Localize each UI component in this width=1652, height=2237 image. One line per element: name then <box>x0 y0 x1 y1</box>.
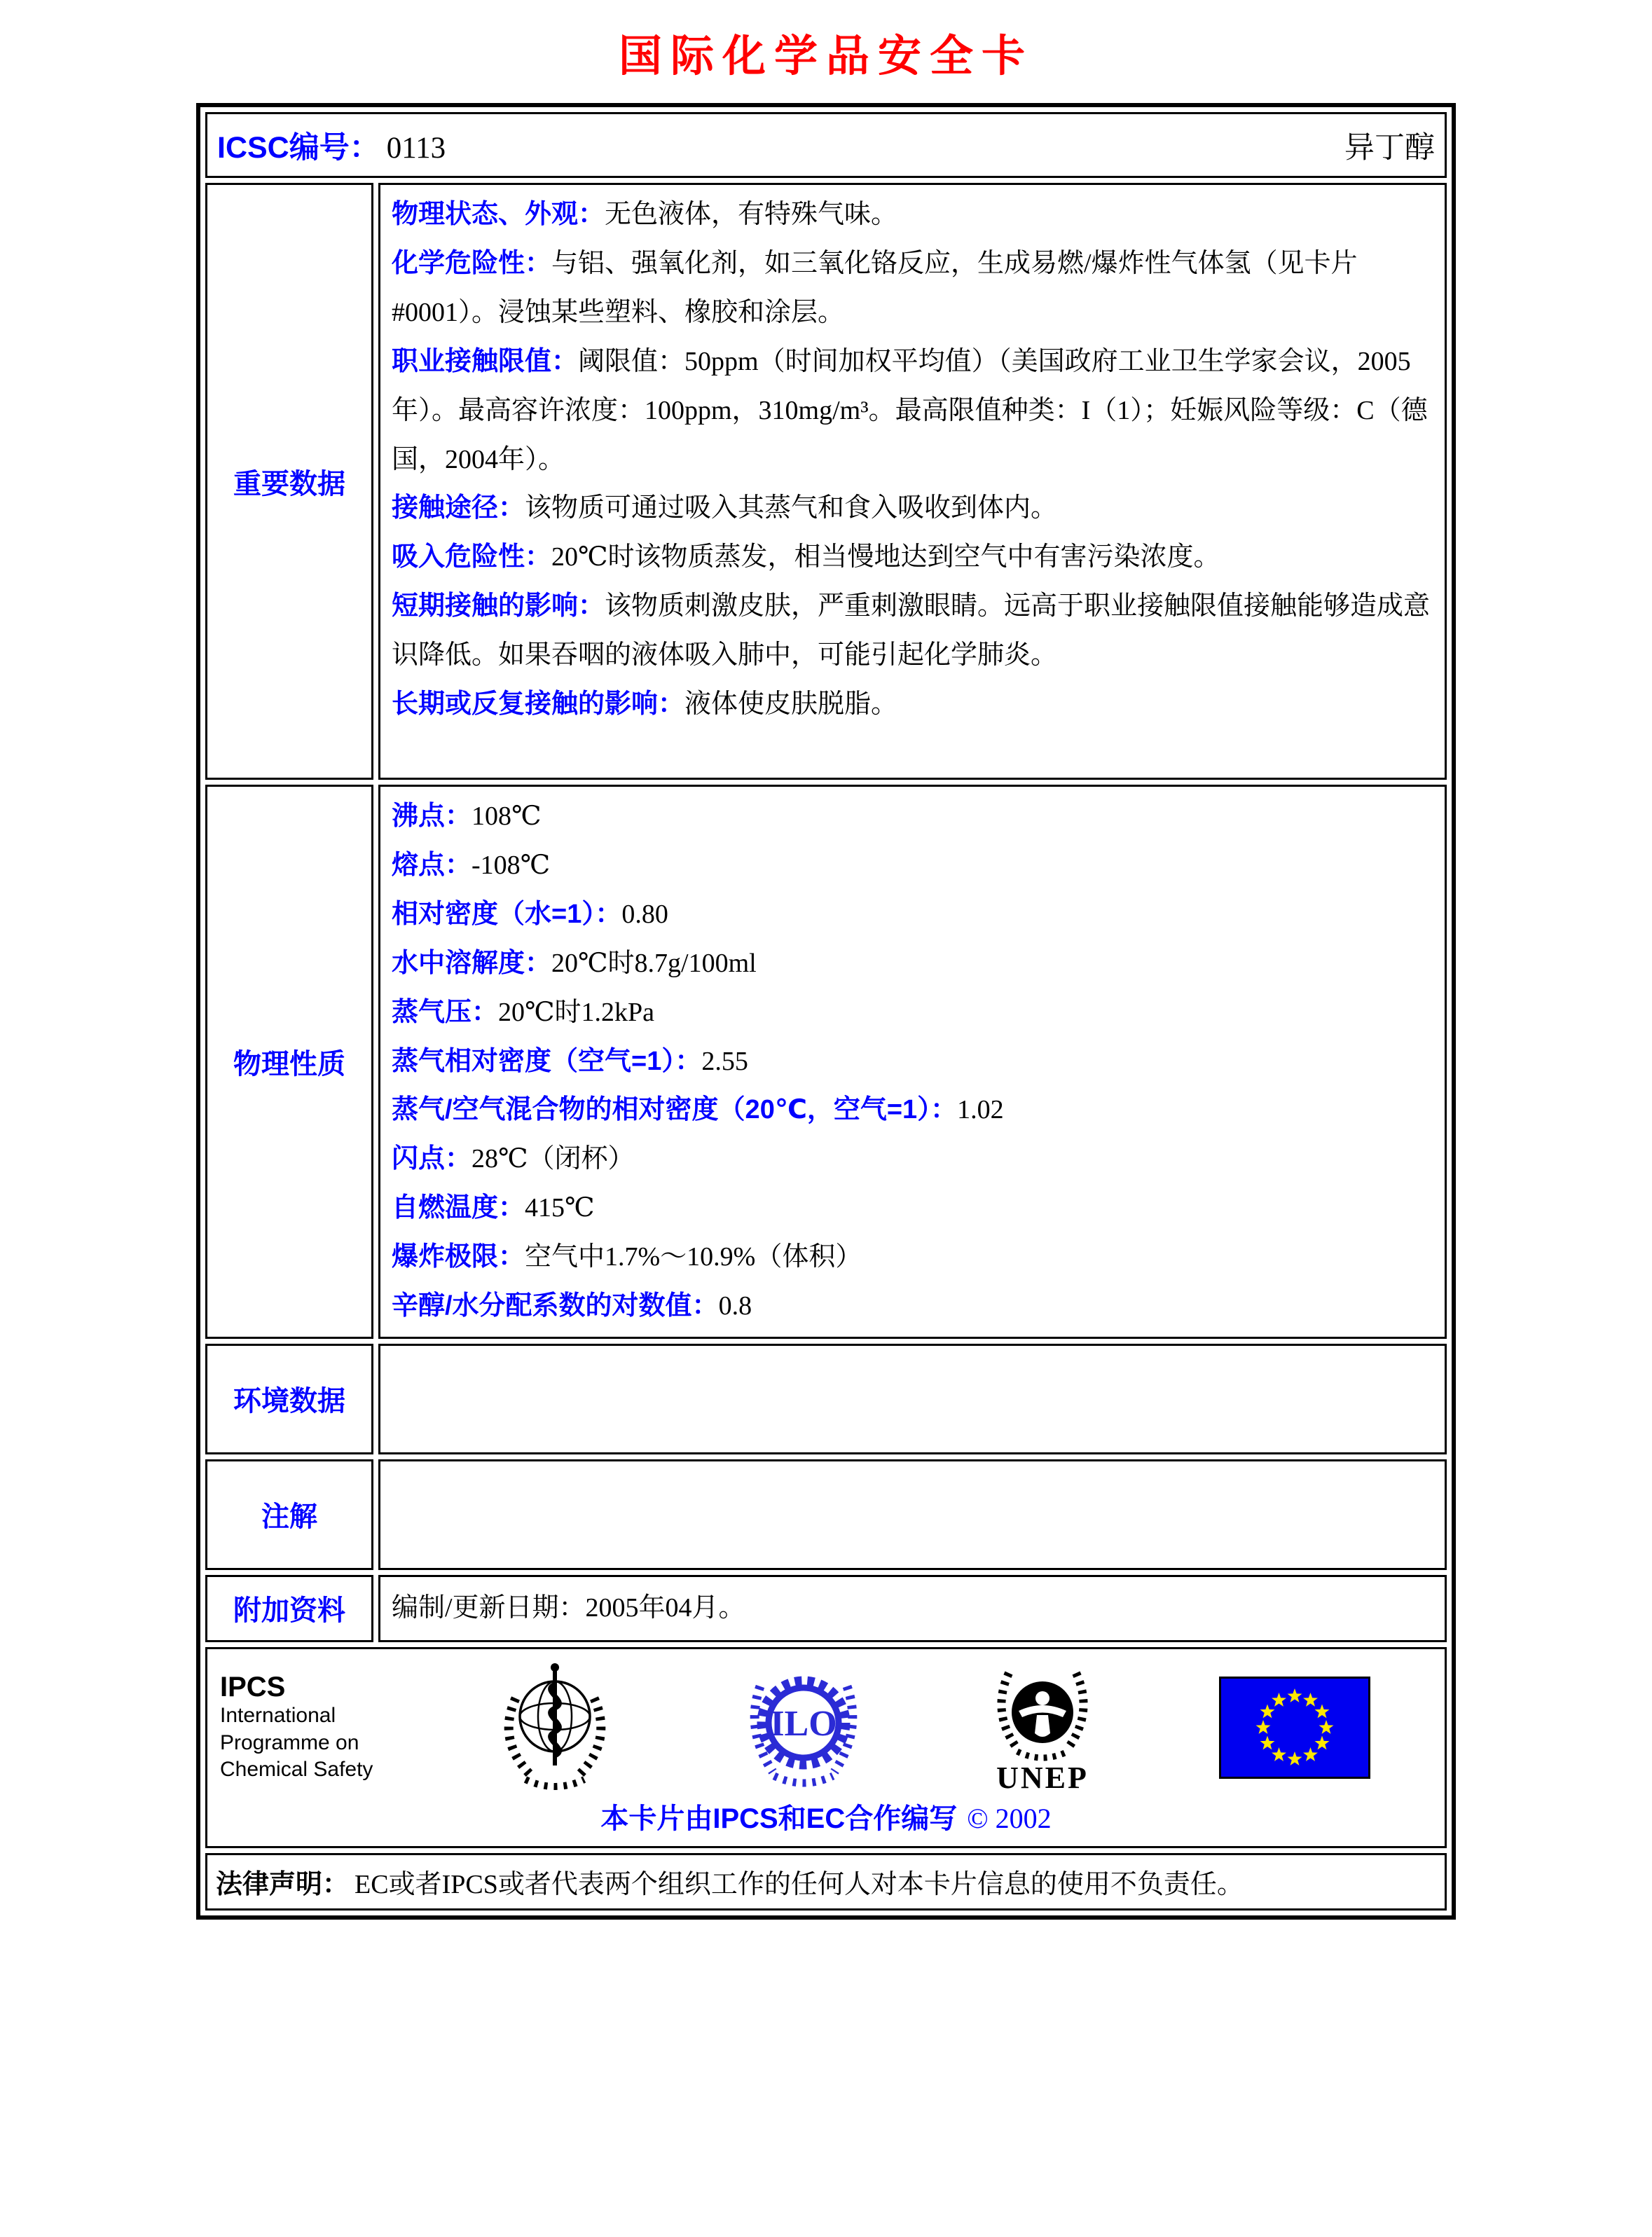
property-value: 0.80 <box>621 899 668 929</box>
important-item <box>392 191 1433 240</box>
logos-cell <box>205 1647 1447 1848</box>
important-item <box>392 240 1433 338</box>
important-item-text: 该物质可通过吸入其蒸气和食入吸收到体内。 <box>525 493 1058 523</box>
property-value: -108℃ <box>471 850 551 880</box>
credit-line <box>220 1796 1432 1839</box>
important-item-text: 无色液体，有特殊气味。 <box>605 200 898 229</box>
eu-flag-icon <box>1219 1677 1370 1779</box>
unep-logo-icon <box>989 1662 1096 1767</box>
notes-row <box>205 1459 1447 1570</box>
svg-text:ILO: ILO <box>770 1703 837 1744</box>
important-item-label: 职业接触限值： <box>392 346 579 376</box>
ipcs-block <box>220 1672 430 1783</box>
property-row <box>392 1135 1433 1184</box>
section-content-physical <box>378 785 1447 1339</box>
property-row <box>392 1038 1433 1087</box>
page-title: 国际化学品安全卡 <box>618 33 1033 81</box>
header-cell <box>205 112 1447 178</box>
legal-cell <box>205 1853 1447 1911</box>
property-row <box>392 841 1433 890</box>
property-value: 108℃ <box>471 801 542 831</box>
important-item-label: 长期或反复接触的影响： <box>392 689 685 720</box>
section-content-important <box>378 183 1447 780</box>
property-row <box>392 1086 1433 1135</box>
important-item <box>392 582 1433 680</box>
unep-label: UNEP <box>996 1760 1089 1795</box>
property-value: 28℃（闭杯） <box>471 1144 635 1174</box>
property-row <box>392 1233 1433 1282</box>
section-label-important <box>205 183 373 780</box>
property-value: 0.8 <box>718 1291 752 1321</box>
important-item-label: 接触途径： <box>392 493 525 523</box>
credit-text: 本卡片由IPCS和EC合作编写 <box>600 1803 958 1834</box>
update-date-text: 编制/更新日期：2005年04月。 <box>392 1593 745 1623</box>
icsc-number-group <box>217 124 446 167</box>
important-item-label: 短期接触的影响： <box>392 591 605 621</box>
ipcs-subtitle-line: International <box>220 1704 336 1728</box>
property-row <box>392 792 1433 841</box>
property-label: 沸点： <box>392 801 472 831</box>
credit-year: © 2002 <box>967 1802 1052 1834</box>
property-label: 蒸气压： <box>392 997 499 1027</box>
chemical-name: 异丁醇 <box>1344 131 1435 165</box>
property-row <box>392 1282 1433 1331</box>
legal-text: EC或者IPCS或者代表两个组织工作的任何人对本卡片信息的使用不负责任。 <box>355 1870 1244 1900</box>
legal-row <box>205 1853 1447 1911</box>
section-content-notes <box>378 1459 1447 1570</box>
property-value: 20℃时1.2kPa <box>498 997 655 1027</box>
unep-block <box>989 1662 1096 1794</box>
important-item-label: 物理状态、外观： <box>392 200 605 229</box>
important-item-label: 吸入危险性： <box>392 542 552 572</box>
important-item <box>392 533 1433 582</box>
property-label: 熔点： <box>392 850 472 880</box>
ipcs-subtitle-line: Chemical Safety <box>220 1758 373 1782</box>
important-data-row <box>205 183 1447 780</box>
property-value: 20℃时8.7g/100ml <box>551 948 757 978</box>
property-row <box>392 939 1433 989</box>
section-label-environment-text: 环境数据 <box>233 1386 345 1417</box>
section-content-environment <box>378 1344 1447 1454</box>
important-item <box>392 338 1433 485</box>
property-label: 相对密度（水=1）： <box>392 899 622 929</box>
ipcs-title: IPCS <box>220 1672 286 1703</box>
important-item <box>392 680 1433 729</box>
property-value: 2.55 <box>701 1046 748 1076</box>
important-item-label: 化学危险性： <box>392 248 552 278</box>
property-value: 空气中1.7%～10.9%（体积） <box>525 1242 862 1272</box>
property-row <box>392 1184 1433 1233</box>
property-label: 水中溶解度： <box>392 948 552 978</box>
section-label-physical <box>205 785 373 1339</box>
logo-group <box>430 1659 1432 1796</box>
important-item-text: 20℃时该物质蒸发，相当慢地达到空气中有害污染浓度。 <box>551 542 1220 572</box>
property-label: 闪点： <box>392 1144 472 1174</box>
property-row <box>392 989 1433 1038</box>
additional-info-row <box>205 1575 1447 1642</box>
important-item-text: 液体使皮肤脱脂。 <box>684 689 898 720</box>
icsc-number-label: ICSC编号： <box>217 130 380 165</box>
section-label-physical-text: 物理性质 <box>233 1048 345 1080</box>
property-value: 1.02 <box>957 1095 1004 1125</box>
legal-label: 法律声明： <box>216 1870 350 1900</box>
section-label-notes <box>205 1459 373 1570</box>
ilo-logo-icon <box>741 1663 866 1793</box>
logos-row <box>205 1647 1447 1848</box>
who-logo-icon <box>492 1659 618 1796</box>
section-label-notes-text: 注解 <box>261 1501 317 1533</box>
section-content-additional <box>378 1575 1447 1642</box>
important-item <box>392 484 1433 533</box>
physical-properties-row <box>205 785 1447 1339</box>
logos-strip <box>220 1659 1432 1796</box>
icsc-card <box>196 103 1456 1920</box>
ipcs-subtitle-line: Programme on <box>220 1730 359 1754</box>
section-label-environment <box>205 1344 373 1454</box>
property-label: 爆炸极限： <box>392 1242 525 1272</box>
property-value: 415℃ <box>525 1193 595 1223</box>
property-label: 自燃温度： <box>392 1193 525 1223</box>
property-label: 蒸气相对密度（空气=1）： <box>392 1046 702 1076</box>
section-label-additional <box>205 1575 373 1642</box>
section-label-important-text: 重要数据 <box>233 468 345 500</box>
important-item-text: 阈限值：50ppm（时间加权平均值）（美国政府工业卫生学家会议，2005年）。最高容许浓度：100ppm，310mg/m³。最高限值种类：I（1）；妊娠风险等级：C（德国，2004年）。 <box>392 346 1428 474</box>
icsc-number-value: 0113 <box>386 131 446 165</box>
property-label: 蒸气/空气混合物的相对密度（20℃，空气=1）： <box>392 1095 958 1125</box>
header-row <box>205 112 1447 178</box>
important-item-text: 与铝、强氧化剂，如三氧化铬反应，生成易燃/爆炸性气体氢（见卡片#0001）。浸蚀某些塑料、橡胶和涂层。 <box>392 248 1358 327</box>
environment-data-row <box>205 1344 1447 1454</box>
property-row <box>392 890 1433 939</box>
property-label: 辛醇/水分配系数的对数值： <box>392 1291 719 1321</box>
important-item-text: 该物质刺激皮肤，严重刺激眼睛。远高于职业接触限值接触能够造成意识降低。如果吞咽的液体吸入肺中，可能引起化学肺炎。 <box>392 591 1431 670</box>
section-label-additional-text: 附加资料 <box>233 1595 345 1627</box>
